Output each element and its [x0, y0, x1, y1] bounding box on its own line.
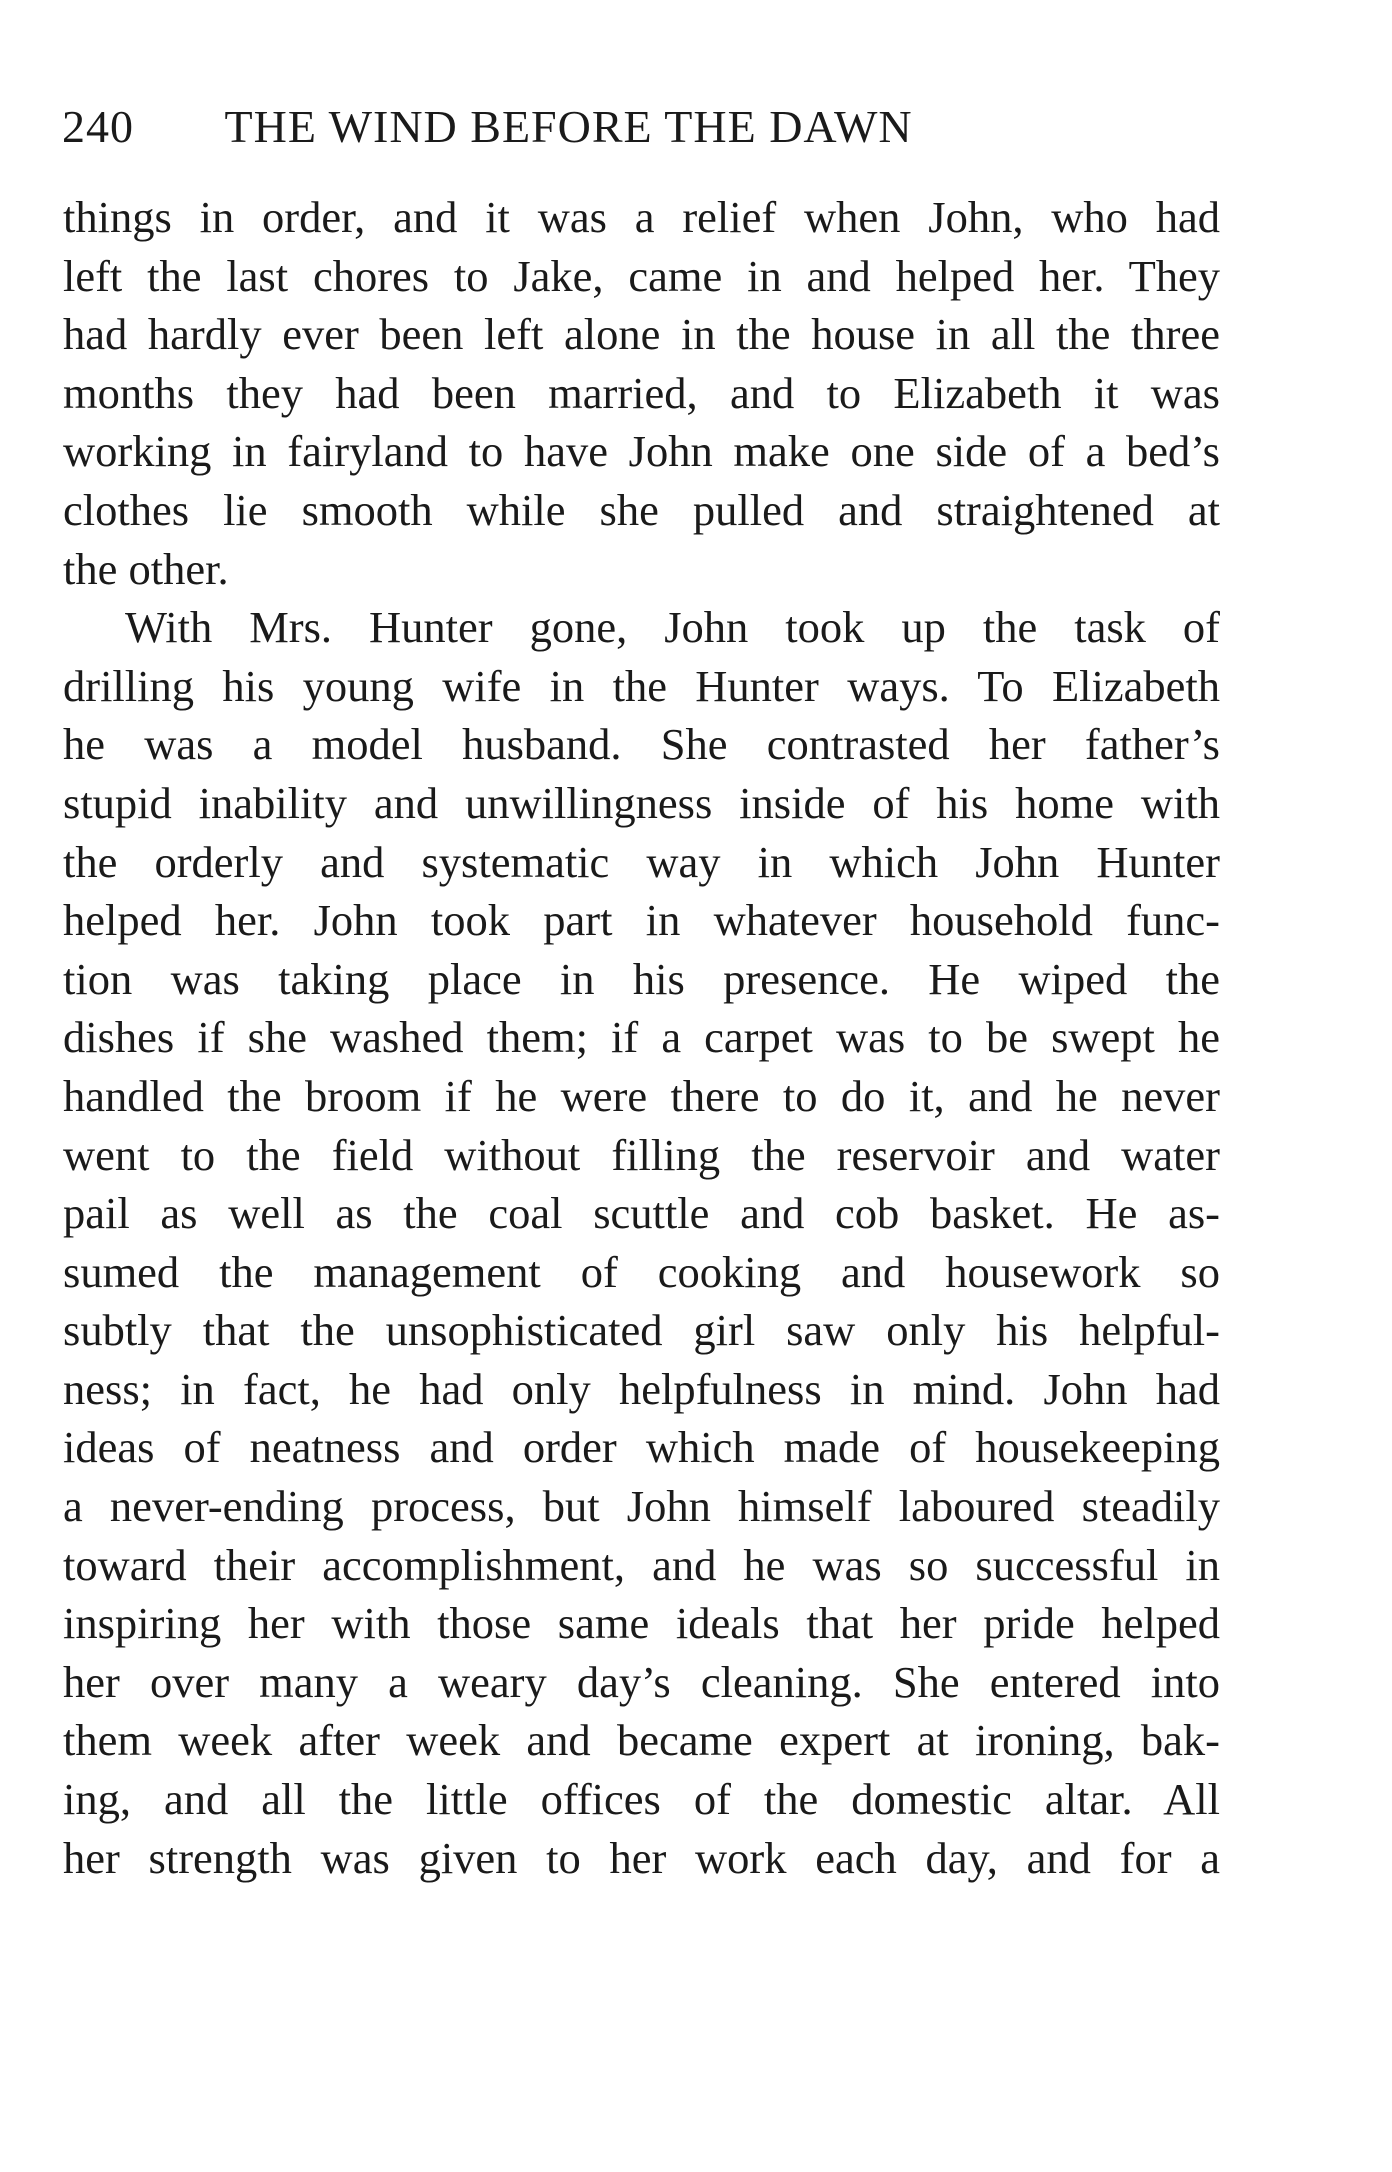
text-line: stupid inability and unwillingness inside of his home with	[63, 777, 1220, 828]
text-line: went to the field without filling the reservoir and water	[63, 1129, 1220, 1180]
text-line: With Mrs. Hunter gone, John took up the task of	[125, 602, 1220, 653]
running-title: THE WIND BEFORE THE DAWN	[224, 101, 913, 152]
text-line: had hardly ever been left alone in the house in all the three	[63, 309, 1220, 360]
text-line: her strength was given to her work each day, and for a	[63, 1832, 1220, 1883]
text-line: helped her. John took part in whatever household func-	[63, 895, 1220, 946]
text-line: left the last chores to Jake, came in and helped her. They	[63, 250, 1220, 301]
text-line: ing, and all the little offices of the domestic altar. All	[63, 1774, 1220, 1825]
text-line: the orderly and systematic way in which John Hunter	[63, 836, 1220, 887]
text-line: months they had been married, and to Elizabeth it was	[63, 367, 1220, 418]
text-line: things in order, and it was a relief when John, who had	[63, 192, 1220, 242]
text-line: working in fairyland to have John make one side of a bed’s	[63, 426, 1220, 477]
text-line: them week after week and became expert at ironing, bak-	[63, 1715, 1220, 1766]
body-text	[63, 188, 1220, 1887]
running-head	[62, 100, 1222, 170]
text-line: drilling his young wife in the Hunter ways. To Elizabeth	[63, 660, 1220, 711]
text-line: tion was taking place in his presence. He wiped the	[63, 953, 1220, 1004]
text-line: toward their accomplishment, and he was so successful in	[63, 1539, 1220, 1590]
text-line: he was a model husband. She contrasted her father’s	[63, 719, 1220, 770]
text-line: a never-ending process, but John himself laboured steadily	[63, 1481, 1220, 1532]
text-line: subtly that the unsophisticated girl saw only his helpful-	[63, 1305, 1220, 1356]
page-number: 240	[62, 101, 134, 152]
text-line: pail as well as the coal scuttle and cob basket. He as-	[63, 1188, 1220, 1239]
text-line: dishes if she washed them; if a carpet was to be swept he	[63, 1012, 1220, 1063]
text-line: handled the broom if he were there to do it, and he never	[63, 1070, 1220, 1121]
text-line: the other.	[63, 543, 229, 594]
text-line: clothes lie smooth while she pulled and straightened at	[63, 484, 1220, 535]
text-line: ideas of neatness and order which made of housekeeping	[63, 1422, 1220, 1473]
text-line: inspiring her with those same ideals that her pride helped	[63, 1598, 1220, 1649]
text-line: ness; in fact, he had only helpfulness in mind. John had	[63, 1363, 1220, 1414]
text-line: her over many a weary day’s cleaning. She entered into	[63, 1656, 1220, 1707]
text-line: sumed the management of cooking and housework so	[63, 1246, 1220, 1297]
